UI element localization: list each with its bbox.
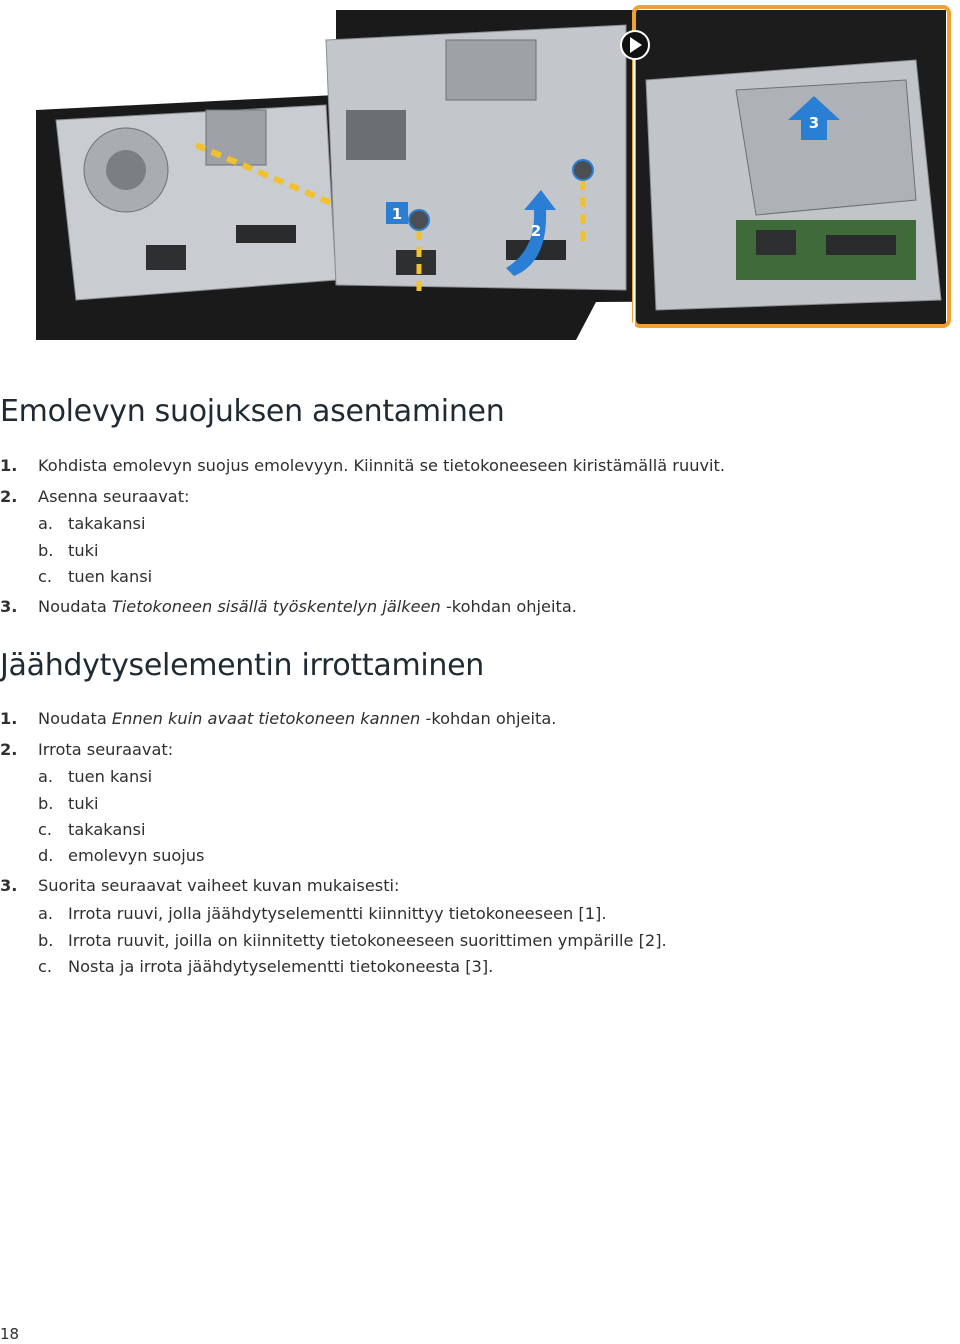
- play-arrow-icon: [621, 31, 649, 59]
- section-title: Jäähdytyselementin irrottaminen: [0, 648, 484, 683]
- screw-icon: [573, 160, 593, 180]
- link-reference: Tietokoneen sisällä työskentelyn jälkeen: [111, 597, 441, 616]
- illustration: [36, 0, 952, 340]
- section-title: Emolevyn suojuksen asentaminen: [0, 394, 505, 429]
- svg-text:1: 1: [391, 205, 403, 223]
- heatsink-removal-figure: [36, 0, 952, 340]
- link-reference: Ennen kuin avaat tietokoneen kannen: [111, 709, 421, 728]
- page-number: 18: [0, 1325, 20, 1343]
- svg-text:3: 3: [808, 114, 820, 132]
- right-chassis-panel: [636, 10, 946, 326]
- screw-icon: [409, 210, 429, 230]
- callout-1: [386, 202, 408, 224]
- svg-text:2: 2: [530, 222, 542, 240]
